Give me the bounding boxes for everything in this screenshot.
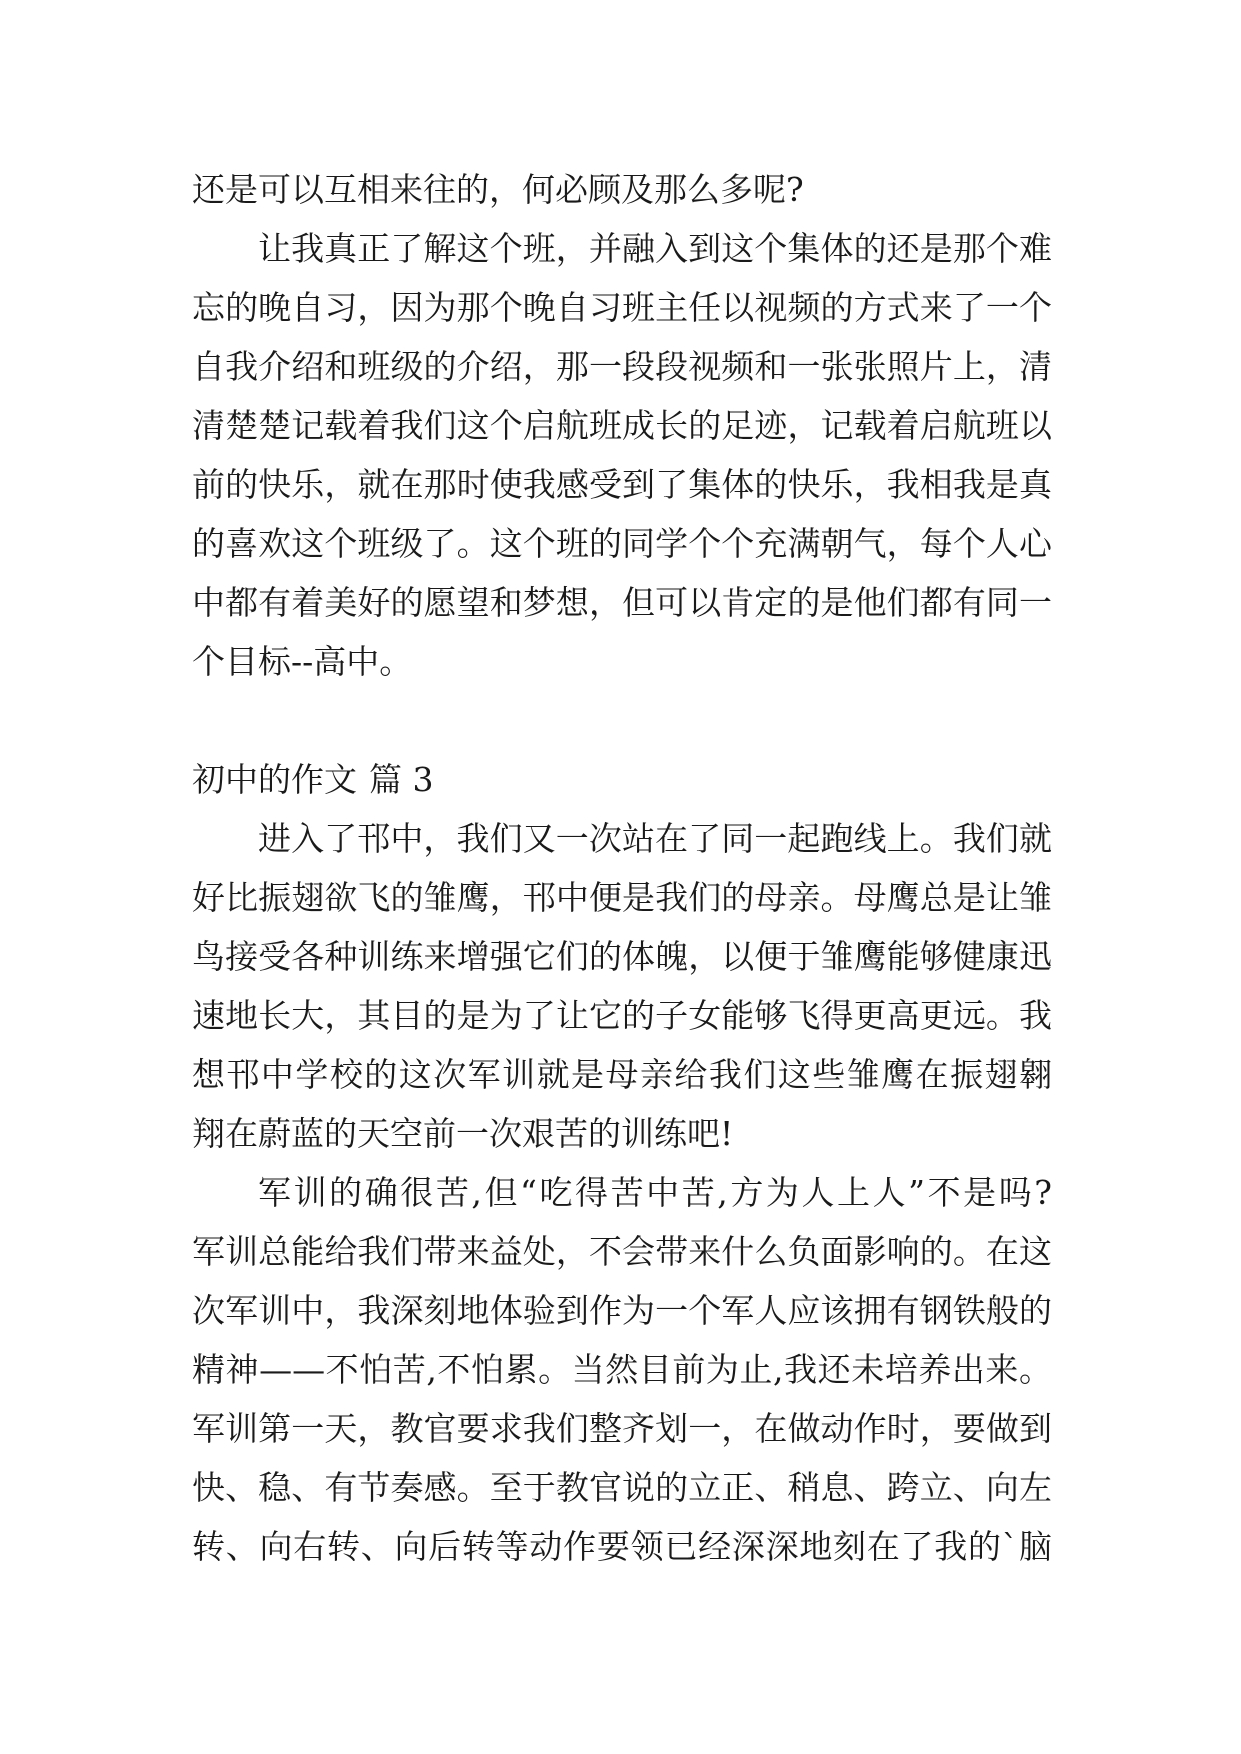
text-line: 速地长大，其目的是为了让它的子女能够飞得更高更远。我 xyxy=(192,996,1052,1035)
paragraph-2 xyxy=(192,219,1052,691)
text-line: 好比振翅欲飞的雏鹰，邗中便是我们的母亲。母鹰总是让雏 xyxy=(192,878,1052,917)
text-line: 中都有着美好的愿望和梦想，但可以肯定的是他们都有同一 xyxy=(192,583,1052,622)
text-line: 还是可以互相来往的，何必顾及那么多呢? xyxy=(192,170,804,209)
text-line: 清楚楚记载着我们这个启航班成长的足迹，记载着启航班以 xyxy=(192,406,1052,445)
text-line: 军训的确很苦,但“吃得苦中苦,方为人上人”不是吗? xyxy=(258,1173,1052,1212)
text-line: 鸟接受各种训练来增强它们的体魄，以便于雏鹰能够健康迅 xyxy=(192,937,1052,976)
text-line: 自我介绍和班级的介绍，那一段段视频和一张张照片上，清 xyxy=(192,347,1052,386)
text-line: 让我真正了解这个班，并融入到这个集体的还是那个难 xyxy=(258,229,1052,268)
text-line: 军训总能给我们带来益处，不会带来什么负面影响的。在这 xyxy=(192,1232,1052,1271)
section-heading xyxy=(192,750,1052,809)
text-line: 转、向右转、向后转等动作要领已经深深地刻在了我的`脑 xyxy=(192,1527,1052,1566)
text-line: 军训第一天，教官要求我们整齐划一，在做动作时，要做到 xyxy=(192,1409,1052,1448)
text-line: 想邗中学校的这次军训就是母亲给我们这些雏鹰在振翅翱 xyxy=(192,1055,1052,1094)
text-line: 翔在蔚蓝的天空前一次艰苦的训练吧! xyxy=(192,1114,734,1153)
text-line: 的喜欢这个班级了。这个班的同学个个充满朝气，每个人心 xyxy=(192,524,1052,563)
section-title: 初中的作文 xyxy=(192,760,357,799)
text-line: 快、稳、有节奏感。至于教官说的立正、稍息、跨立、向左 xyxy=(192,1468,1052,1507)
text-line: 个目标--高中。 xyxy=(192,642,413,681)
document-body xyxy=(192,160,1052,1576)
text-line: 进入了邗中，我们又一次站在了同一起跑线上。我们就 xyxy=(258,819,1052,858)
paragraph-3 xyxy=(192,809,1052,1163)
text-line: 次军训中，我深刻地体验到作为一个军人应该拥有钢铁般的 xyxy=(192,1291,1052,1330)
paragraph-1 xyxy=(192,160,1052,219)
text-line: 前的快乐，就在那时使我感受到了集体的快乐，我相我是真 xyxy=(192,465,1052,504)
text-line: 精神——不怕苦,不怕累。当然目前为止,我还未培养出来。 xyxy=(192,1350,1052,1389)
section-number: 篇 3 xyxy=(369,760,434,799)
text-line: 忘的晚自习，因为那个晚自习班主任以视频的方式来了一个 xyxy=(192,288,1052,327)
paragraph-4 xyxy=(192,1163,1052,1576)
